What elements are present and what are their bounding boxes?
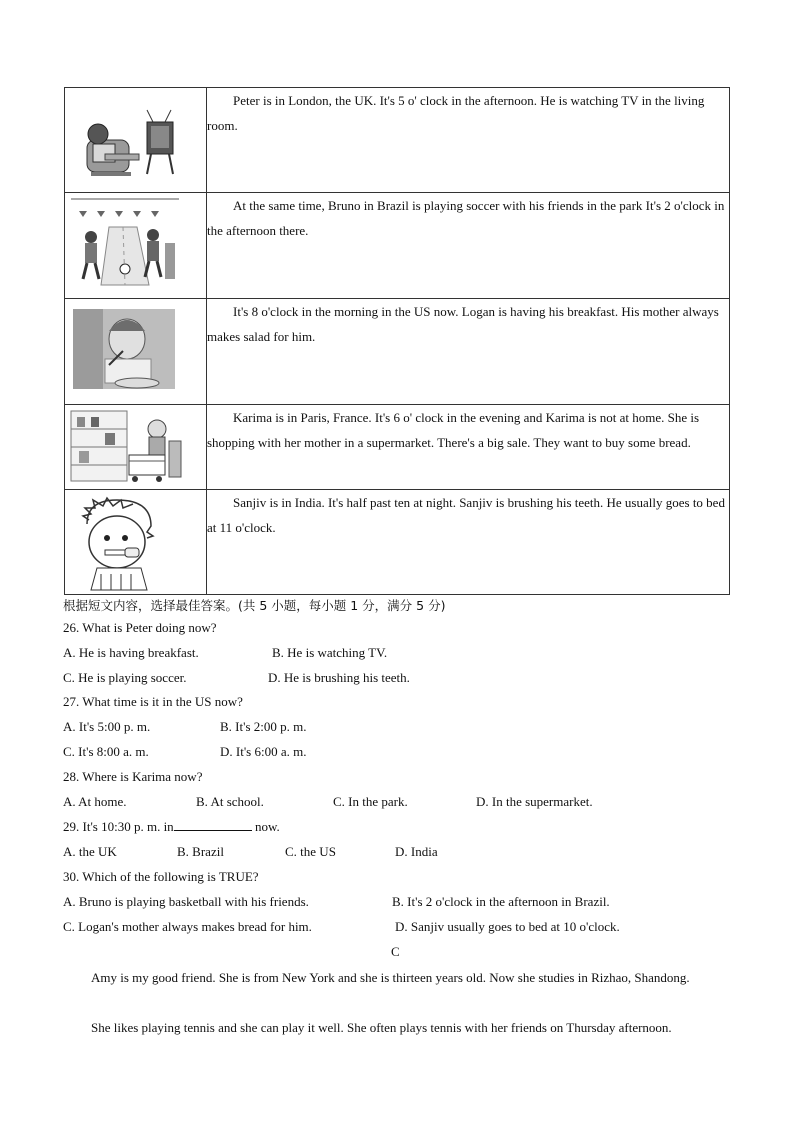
option: C. He is playing soccer.	[63, 670, 187, 685]
passage-text-cell	[207, 299, 730, 405]
passage-image-cell	[65, 299, 207, 405]
boy-brushing-teeth-icon	[65, 490, 206, 594]
option: C. In the park.	[333, 794, 408, 809]
option: D. It's 6:00 a. m.	[220, 744, 307, 759]
kids-playing-soccer-icon	[65, 193, 206, 298]
passage-table	[64, 87, 730, 595]
option: B. It's 2 o'clock in the afternoon in Brazil.	[392, 894, 610, 909]
passage-row	[65, 490, 730, 595]
option: B. At school.	[196, 794, 264, 809]
passage-row	[65, 193, 730, 299]
option: A. At home.	[63, 794, 127, 809]
answer-blank	[174, 819, 252, 831]
passage-row	[65, 405, 730, 490]
passage-image-cell	[65, 490, 207, 595]
option: A. It's 5:00 p. m.	[63, 719, 151, 734]
supermarket-shopping-icon	[65, 405, 206, 489]
question-stem: 26. What is Peter doing now?	[63, 620, 217, 635]
option: A. the UK	[63, 844, 117, 859]
option: D. India	[395, 844, 438, 859]
passage-text-cell	[207, 490, 730, 595]
option: C. Logan's mother always makes bread for him.	[63, 919, 312, 934]
option: D. Sanjiv usually goes to bed at 10 o'clock.	[395, 919, 620, 934]
passage-text: At the same time, Bruno in Brazil is playing soccer with his friends in the park It's 2 o'clock in the afternoon there.	[207, 198, 725, 238]
question-stem: 30. Which of the following is TRUE?	[63, 869, 259, 884]
question-stem: 27. What time is it in the US now?	[63, 694, 243, 709]
boy-watching-tv-icon	[65, 88, 206, 192]
passage-image-cell	[65, 193, 207, 299]
boy-eating-breakfast-icon	[65, 299, 206, 404]
passage-paragraph: She likes playing tennis and she can play it well. She often plays tennis with her friends on Thursday afternoon.	[91, 1020, 672, 1035]
option: D. In the supermarket.	[476, 794, 593, 809]
question-stem	[63, 819, 280, 835]
instructions: 根据短文内容，选择最佳答案。(共 5 小题，每小题 1 分，满分 5 分)	[63, 598, 446, 613]
question-stem: 28. Where is Karima now?	[63, 769, 203, 784]
option: C. the US	[285, 844, 336, 859]
passage-text: Peter is in London, the UK. It's 5 o' clock in the afternoon. He is watching TV in the living room.	[207, 93, 705, 133]
question-stem-end: now.	[251, 819, 280, 834]
passage-image-cell	[65, 88, 207, 193]
option: B. It's 2:00 p. m.	[220, 719, 307, 734]
passage-row	[65, 299, 730, 405]
passage-text: Karima is in Paris, France. It's 6 o' clock in the evening and Karima is not at home. She is shopping with her mother in a supermarket. There's a big sale. They want to buy some bread.	[207, 410, 700, 450]
passage-paragraph: Amy is my good friend. She is from New York and she is thirteen years old. Now she studies in Rizhao, Shandong.	[91, 970, 690, 985]
question-stem-start: 29. It's 10:30 p. m. in	[63, 819, 174, 834]
passage-row	[65, 88, 730, 193]
passage-text: Sanjiv is in India. It's half past ten at night. Sanjiv is brushing his teeth. He usually goes to bed at 11 o'clock.	[207, 495, 725, 535]
option: A. He is having breakfast.	[63, 645, 199, 660]
option: A. Bruno is playing basketball with his friends.	[63, 894, 309, 909]
passage-image-cell	[65, 405, 207, 490]
option: C. It's 8:00 a. m.	[63, 744, 149, 759]
option: B. He is watching TV.	[272, 645, 388, 660]
passage-text-cell	[207, 88, 730, 193]
passage-text: It's 8 o'clock in the morning in the US now. Logan is having his breakfast. His mother always makes salad for him.	[207, 304, 719, 344]
option: D. He is brushing his teeth.	[268, 670, 410, 685]
option: B. Brazil	[177, 844, 224, 859]
section-label: C	[391, 944, 400, 959]
passage-text-cell	[207, 405, 730, 490]
passage-text-cell	[207, 193, 730, 299]
